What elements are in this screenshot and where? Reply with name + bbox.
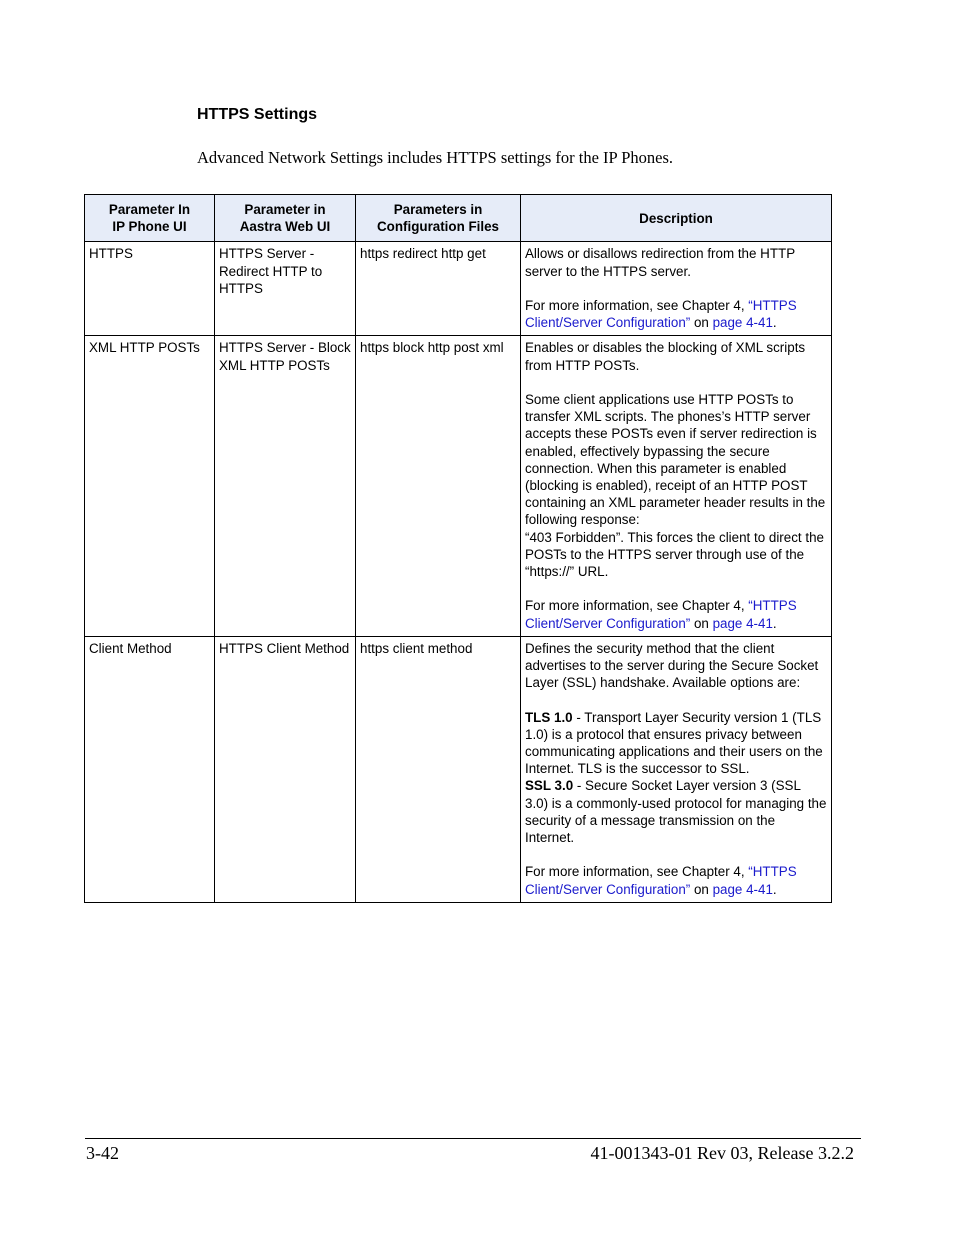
more-info-on: on [690, 615, 713, 631]
ssl-option [525, 777, 827, 846]
cell-phone-ui: XML HTTP POSTs [85, 336, 215, 636]
chapter-link[interactable]: “HTTPS Client/Server Configuration” [525, 598, 797, 631]
more-info-prefix: For more information, see Chapter 4, [525, 298, 749, 313]
more-info [525, 863, 827, 897]
page-link[interactable]: page 4-41 [712, 881, 773, 897]
header-phone-ui-line2: IP Phone UI [112, 219, 187, 235]
more-info [525, 597, 827, 631]
header-web-ui-line2: Aastra Web UI [239, 219, 331, 235]
more-info-on: on [690, 881, 713, 897]
page-number: 3-42 [86, 1143, 119, 1163]
description-text: Some client applications use HTTP POSTs to transfer XML scripts. The phones’s HTTP server accepts these POSTs even if server redirection is enabled, effectively bypassing the secure connection. When this parameter is enabled (blocking is enabled), receipt of an HTTP POST containing an XML parameter header results in the following response: [525, 392, 826, 528]
table-header-row [85, 195, 832, 242]
header-config-files [356, 195, 521, 242]
cell-description [521, 336, 832, 636]
page-link[interactable]: page 4-41 [712, 315, 773, 331]
header-config-files-line2: Configuration Files [377, 219, 499, 235]
cell-description [521, 242, 832, 336]
cell-config: https client method [356, 636, 521, 902]
intro-paragraph: Advanced Network Settings includes HTTPS settings for the IP Phones. [197, 148, 674, 167]
description-text: Allows or disallows redirection from the HTTP server to the HTTPS server. [525, 246, 795, 279]
table-row [85, 336, 832, 636]
more-info-on: on [690, 315, 713, 331]
more-info-end: . [772, 315, 777, 331]
section-title: HTTPS Settings [197, 106, 318, 123]
tls-option-name: TLS 1.0 [525, 709, 573, 725]
more-info-end: . [772, 881, 777, 897]
cell-web-ui: HTTPS Client Method [215, 636, 356, 902]
https-settings-table [84, 194, 832, 903]
document-id: 41-001343-01 Rev 03, Release 3.2.2 [590, 1143, 854, 1163]
header-description: Description [521, 195, 832, 242]
description-text: “403 Forbidden”. This forces the client to direct the POSTs to the HTTPS server through use of the “https://” URL. [525, 529, 824, 580]
table-row [85, 242, 832, 336]
header-web-ui-line1: Parameter in [244, 202, 326, 217]
table-row [85, 636, 832, 902]
more-info-end: . [772, 615, 777, 631]
cell-web-ui: HTTPS Server - Redirect HTTP to HTTPS [215, 242, 356, 336]
cell-phone-ui: HTTPS [85, 242, 215, 336]
footer-divider [85, 1138, 861, 1139]
ssl-option-name: SSL 3.0 [525, 778, 574, 794]
tls-option [525, 709, 827, 778]
chapter-link[interactable]: “HTTPS Client/Server Configuration” [525, 864, 797, 897]
cell-config: https redirect http get [356, 242, 521, 336]
ssl-option-text: - Secure Socket Layer version 3 (SSL 3.0) is a commonly-used protocol for managing the security of a message transmission on the Internet. [525, 778, 827, 846]
header-phone-ui [85, 195, 215, 242]
more-info-prefix: For more information, see Chapter 4, [525, 864, 749, 880]
description-text: Enables or disables the blocking of XML scripts from HTTP POSTs. [525, 340, 806, 373]
cell-web-ui: HTTPS Server - Block XML HTTP POSTs [215, 336, 356, 636]
more-info [525, 297, 827, 331]
tls-option-text: - Transport Layer Security version 1 (TLS 1.0) is a protocol that ensures privacy between communicating applications and their users on the Internet. TLS is the successor to SSL. [525, 709, 823, 777]
description-text: Defines the security method that the client advertises to the server during the Secure Socket Layer (SSL) handshake. Available options are: [525, 640, 819, 691]
more-info-prefix: For more information, see Chapter 4, [525, 598, 749, 614]
cell-phone-ui: Client Method [85, 636, 215, 902]
cell-config: https block http post xml [356, 336, 521, 636]
chapter-link[interactable]: “HTTPS Client/Server Configuration” [525, 298, 797, 331]
page-link[interactable]: page 4-41 [712, 615, 773, 631]
cell-description [521, 636, 832, 902]
header-config-files-line1: Parameters in [393, 202, 483, 217]
header-web-ui [215, 195, 356, 242]
header-phone-ui-line1: Parameter In [108, 202, 191, 217]
